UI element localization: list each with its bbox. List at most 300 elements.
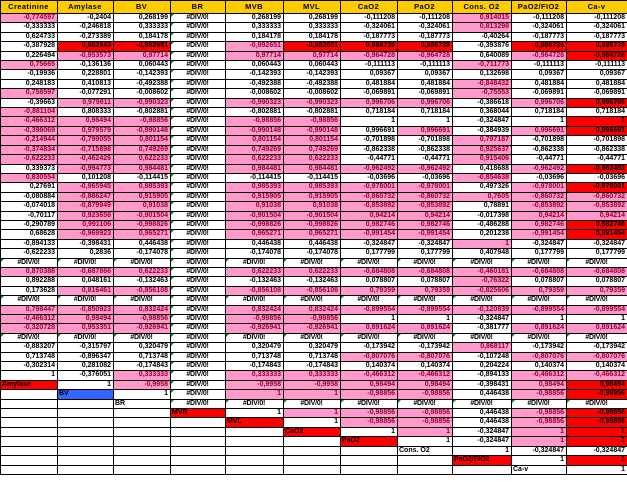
error-cell[interactable]: #DIV/0! (171, 117, 226, 126)
cell[interactable]: 0,996739 (398, 42, 453, 51)
cell[interactable]: 0,808333 (58, 108, 114, 117)
cell[interactable]: -0,173942 (341, 343, 398, 352)
cell[interactable]: 0,281082 (58, 362, 114, 371)
cell[interactable]: -0,9958 (284, 380, 341, 389)
cell[interactable]: -0,074018 (1, 202, 58, 211)
cell[interactable]: -0,132463 (284, 277, 341, 286)
cell[interactable]: -0,374834 (1, 145, 58, 154)
cell[interactable]: -0,486288 (453, 220, 512, 229)
cell[interactable]: -0,622233 (1, 155, 58, 164)
empty-cell[interactable] (114, 456, 171, 465)
cell[interactable]: 0,320479 (284, 343, 341, 352)
cell[interactable]: 0,925637 (453, 145, 512, 154)
cell[interactable]: -0,492388 (226, 79, 284, 88)
cell[interactable]: 0,446438 (453, 390, 512, 399)
cell[interactable]: -0,98856 (512, 390, 567, 399)
cell[interactable]: -0,324847 (453, 427, 512, 436)
column-header-bv[interactable]: BV (114, 1, 171, 14)
cell[interactable]: 0,718184 (398, 108, 453, 117)
cell[interactable]: -0,926941 (114, 324, 171, 333)
error-cell[interactable]: #DIV/0! (171, 145, 226, 154)
cell[interactable]: -0,40264 (453, 32, 512, 41)
cell[interactable]: 0,984481 (226, 164, 284, 173)
cell[interactable]: -0,98856 (567, 418, 627, 427)
empty-cell[interactable] (226, 446, 284, 455)
cell[interactable]: -0,466312 (567, 371, 627, 380)
cell[interactable]: 0,333333 (114, 371, 171, 380)
cell[interactable]: 0,79359 (398, 286, 453, 295)
cell[interactable]: -0,701898 (567, 136, 627, 145)
cell[interactable]: -0,008602 (284, 89, 341, 98)
cell[interactable]: 0,915406 (453, 155, 512, 164)
cell[interactable]: 0,79359 (341, 286, 398, 295)
empty-cell[interactable] (1, 437, 58, 446)
cell[interactable]: -0,98856 (284, 117, 341, 126)
cell[interactable]: -0,991454 (341, 230, 398, 239)
cell[interactable]: 0,984481 (114, 164, 171, 173)
error-cell[interactable]: #DIV/0! (567, 399, 627, 408)
cell[interactable]: -0,44771 (398, 155, 453, 164)
error-cell[interactable]: #DIV/0! (453, 399, 512, 408)
cell[interactable]: 1 (567, 427, 627, 436)
cell[interactable]: -0,862338 (567, 145, 627, 154)
error-cell[interactable]: #DIV/0! (567, 333, 627, 342)
cell[interactable]: -0,187773 (567, 32, 627, 41)
cell[interactable]: -0,848432 (453, 79, 512, 88)
cell[interactable]: 1 (512, 456, 567, 465)
cell[interactable]: 0,830554 (1, 173, 58, 182)
cell[interactable]: 0,177799 (512, 249, 567, 258)
cell[interactable]: -0,187773 (341, 32, 398, 41)
cell[interactable]: 0,801154 (284, 136, 341, 145)
empty-cell[interactable] (398, 465, 453, 474)
column-header-mvl[interactable]: MVL (284, 1, 341, 14)
empty-cell[interactable] (226, 456, 284, 465)
error-cell[interactable]: #DIV/0! (512, 258, 567, 267)
column-header-cao2[interactable]: CaO2 (341, 1, 398, 14)
cell[interactable]: -0,466312 (512, 371, 567, 380)
cell[interactable]: 0,982746 (398, 220, 453, 229)
cell[interactable]: 0,985393 (284, 183, 341, 192)
cell[interactable]: -0,324847 (341, 239, 398, 248)
error-cell[interactable]: #DIV/0! (341, 296, 398, 305)
cell[interactable]: 0,333333 (284, 371, 341, 380)
cell[interactable]: 0,339373 (1, 164, 58, 173)
error-cell[interactable]: #DIV/0! (171, 70, 226, 79)
cell[interactable]: 0,965271 (226, 230, 284, 239)
column-header-br[interactable]: BR (171, 1, 226, 14)
cell[interactable]: -0,850923 (58, 305, 114, 314)
cell[interactable]: 0,268199 (284, 14, 341, 23)
error-cell[interactable]: #DIV/0! (114, 333, 171, 342)
cell[interactable]: -0,98856 (114, 315, 171, 324)
cell[interactable]: 0,060443 (284, 61, 341, 70)
cell[interactable]: -0,962492 (567, 164, 627, 173)
cell[interactable]: 1 (398, 427, 453, 436)
column-header-amylase[interactable]: Amylase (58, 1, 114, 14)
cell[interactable]: -0,711773 (453, 61, 512, 70)
cell[interactable]: -0,854638 (453, 173, 512, 182)
cell[interactable]: -0,926941 (226, 324, 284, 333)
error-cell[interactable]: #DIV/0! (171, 343, 226, 352)
cell[interactable]: 0,27691 (1, 183, 58, 192)
error-cell[interactable]: #DIV/0! (171, 89, 226, 98)
cell[interactable]: -0,111113 (341, 61, 398, 70)
cell[interactable]: 0,996706 (512, 98, 567, 107)
cell[interactable]: -0,98856 (114, 117, 171, 126)
cell[interactable]: 0,798447 (1, 305, 58, 314)
cell[interactable]: -0,807076 (567, 352, 627, 361)
cell[interactable]: -0,320728 (1, 324, 58, 333)
empty-cell[interactable] (171, 465, 226, 474)
cell[interactable]: 0,98494 (58, 117, 114, 126)
cell[interactable]: 1 (453, 446, 512, 455)
cell[interactable]: 0,985393 (226, 183, 284, 192)
empty-cell[interactable] (341, 456, 398, 465)
column-header-pao2-fio2[interactable]: PaO2/FIO2 (512, 1, 567, 14)
cell[interactable]: -0,142393 (226, 70, 284, 79)
error-cell[interactable]: #DIV/0! (171, 399, 226, 408)
cell[interactable]: 0,140374 (512, 362, 567, 371)
empty-cell[interactable] (398, 456, 453, 465)
empty-cell[interactable] (171, 418, 226, 427)
cell[interactable]: 0,953351 (58, 324, 114, 333)
cell[interactable]: -0,901504 (114, 211, 171, 220)
cell[interactable]: 1 (567, 117, 627, 126)
cell[interactable]: 0,446438 (226, 239, 284, 248)
cell[interactable]: -0,466312 (341, 371, 398, 380)
cell[interactable]: -0,324061 (567, 23, 627, 32)
cell[interactable]: 0,268199 (114, 14, 171, 23)
empty-cell[interactable] (114, 409, 171, 418)
cell[interactable]: -0,98856 (284, 315, 341, 324)
cell[interactable]: -0,111208 (567, 14, 627, 23)
cell[interactable]: -0,9958 (114, 380, 171, 389)
error-cell[interactable]: #DIV/0! (453, 258, 512, 267)
cell[interactable]: 0,09367 (341, 70, 398, 79)
error-cell[interactable]: #DIV/0! (398, 296, 453, 305)
cell[interactable]: 0,622233 (114, 155, 171, 164)
cell[interactable]: -0,173942 (512, 343, 567, 352)
cell[interactable]: -0,899554 (512, 305, 567, 314)
cell[interactable]: -0,978001 (398, 183, 453, 192)
cell[interactable]: -0,622233 (1, 249, 58, 258)
cell[interactable]: 0,91038 (284, 202, 341, 211)
error-cell[interactable]: #DIV/0! (512, 296, 567, 305)
empty-cell[interactable] (1, 409, 58, 418)
cell[interactable]: 0,97714 (226, 51, 284, 60)
cell[interactable]: -0,246818 (58, 23, 114, 32)
empty-cell[interactable] (58, 427, 114, 436)
cell[interactable]: -0,386618 (453, 98, 512, 107)
empty-cell[interactable] (1, 456, 58, 465)
cell[interactable]: 0,98494 (567, 380, 627, 389)
cell[interactable]: -0,114415 (114, 173, 171, 182)
cell[interactable]: 0,870388 (1, 267, 58, 276)
cell[interactable]: 0,996706 (341, 98, 398, 107)
cell[interactable]: 0,915905 (226, 192, 284, 201)
cell[interactable]: 0,79359 (567, 286, 627, 295)
cell[interactable]: 0,078807 (341, 277, 398, 286)
cell[interactable]: 1 (512, 427, 567, 436)
cell[interactable]: -0,964728 (512, 51, 567, 60)
cell[interactable]: 0,965271 (114, 230, 171, 239)
error-cell[interactable]: #DIV/0! (171, 79, 226, 88)
cell[interactable]: 0,481884 (341, 79, 398, 88)
cell[interactable]: 1 (58, 380, 114, 389)
error-cell[interactable]: #DIV/0! (284, 296, 341, 305)
cell[interactable]: 0,140374 (341, 362, 398, 371)
cell[interactable]: -0,684808 (567, 267, 627, 276)
cell[interactable]: 0,996691 (567, 126, 627, 135)
cell[interactable]: 0,91038 (226, 202, 284, 211)
cell[interactable]: 0,979579 (58, 126, 114, 135)
cell[interactable]: -0,990148 (226, 126, 284, 135)
cell[interactable]: -0,98856 (341, 409, 398, 418)
cell[interactable]: 1 (567, 456, 627, 465)
cell[interactable]: -0,70117 (1, 211, 58, 220)
cell[interactable]: -0,98856 (398, 409, 453, 418)
error-cell[interactable]: #DIV/0! (171, 305, 226, 314)
empty-cell[interactable] (58, 399, 114, 408)
cell[interactable]: 0,713748 (226, 352, 284, 361)
cell[interactable]: -0,896347 (58, 352, 114, 361)
empty-cell[interactable] (58, 437, 114, 446)
error-cell[interactable]: #DIV/0! (171, 155, 226, 164)
error-cell[interactable]: #DIV/0! (284, 333, 341, 342)
cell[interactable]: -0,173942 (567, 343, 627, 352)
cell[interactable]: 0,78891 (453, 202, 512, 211)
cell[interactable]: -0,98856 (398, 390, 453, 399)
cell[interactable]: 0,832424 (114, 305, 171, 314)
row-label-mvb[interactable]: MVB (171, 409, 226, 418)
cell[interactable]: 0,333333 (114, 23, 171, 32)
cell[interactable]: 0,996706 (567, 98, 627, 107)
cell[interactable]: -0,03696 (341, 173, 398, 182)
row-label-cao2[interactable]: CaO2 (284, 427, 341, 436)
cell[interactable]: -0,132463 (226, 277, 284, 286)
error-cell[interactable]: #DIV/0! (341, 399, 398, 408)
cell[interactable]: 0,996691 (398, 126, 453, 135)
cell[interactable]: 0,94214 (512, 211, 567, 220)
cell[interactable]: 1 (512, 437, 567, 446)
cell[interactable]: -0,98856 (567, 390, 627, 399)
cell[interactable]: 0,749269 (284, 145, 341, 154)
cell[interactable]: 0,201238 (453, 230, 512, 239)
cell[interactable]: 0,996739 (567, 42, 627, 51)
empty-cell[interactable] (171, 446, 226, 455)
cell[interactable]: -0,881104 (1, 108, 58, 117)
cell[interactable]: 0,622233 (114, 267, 171, 276)
row-label-bv[interactable]: BV (58, 390, 114, 399)
error-cell[interactable]: #DIV/0! (171, 258, 226, 267)
cell[interactable]: -0,807076 (341, 352, 398, 361)
cell[interactable]: -0,324847 (567, 446, 627, 455)
error-cell[interactable]: #DIV/0! (398, 333, 453, 342)
empty-cell[interactable] (284, 456, 341, 465)
error-cell[interactable]: #DIV/0! (341, 333, 398, 342)
cell[interactable]: 1 (114, 390, 171, 399)
error-cell[interactable]: #DIV/0! (171, 380, 226, 389)
cell[interactable]: 0,98494 (512, 380, 567, 389)
cell[interactable]: 0,09367 (567, 70, 627, 79)
cell[interactable]: 0,248183 (1, 79, 58, 88)
cell[interactable]: 0,98494 (341, 380, 398, 389)
cell[interactable]: 1 (226, 409, 284, 418)
cell[interactable]: 0,132698 (453, 70, 512, 79)
cell[interactable]: -0,853892 (567, 202, 627, 211)
error-cell[interactable]: #DIV/0! (226, 296, 284, 305)
error-cell[interactable]: #DIV/0! (114, 258, 171, 267)
cell[interactable]: -0,136136 (58, 61, 114, 70)
cell[interactable]: -0,860732 (512, 192, 567, 201)
cell[interactable]: -0,883207 (1, 343, 58, 352)
cell[interactable]: 0,718184 (341, 108, 398, 117)
cell[interactable]: 0,481884 (512, 79, 567, 88)
cell[interactable]: 1 (284, 418, 341, 427)
cell[interactable]: 0,868117 (453, 343, 512, 352)
cell[interactable]: 0,98494 (398, 380, 453, 389)
cell[interactable]: -0,017398 (453, 211, 512, 220)
cell[interactable]: -0,069891 (341, 89, 398, 98)
cell[interactable]: 0,204224 (453, 362, 512, 371)
cell[interactable]: -0,860732 (567, 192, 627, 201)
cell[interactable]: 0,713748 (284, 352, 341, 361)
cell[interactable]: -0,460181 (453, 267, 512, 276)
cell[interactable]: -0,992651 (114, 42, 171, 51)
cell[interactable]: 0,184178 (226, 32, 284, 41)
empty-cell[interactable] (284, 446, 341, 455)
empty-cell[interactable] (58, 409, 114, 418)
empty-cell[interactable] (1, 465, 58, 474)
cell[interactable]: 0,078807 (398, 277, 453, 286)
cell[interactable]: -0,901504 (284, 211, 341, 220)
cell[interactable]: -0,324061 (398, 23, 453, 32)
cell[interactable]: -0,962492 (341, 164, 398, 173)
cell[interactable]: -0,899554 (567, 305, 627, 314)
cell[interactable]: -0,965945 (58, 183, 114, 192)
cell[interactable]: 1 (341, 427, 398, 436)
cell[interactable]: 0,622233 (226, 267, 284, 276)
cell[interactable]: -0,393876 (453, 42, 512, 51)
cell[interactable]: -0,19936 (1, 70, 58, 79)
error-cell[interactable]: #DIV/0! (171, 296, 226, 305)
cell[interactable]: 0,891624 (341, 324, 398, 333)
cell[interactable]: 0,985393 (114, 183, 171, 192)
cell[interactable]: -0,98856 (341, 390, 398, 399)
cell[interactable]: -0,111113 (567, 61, 627, 70)
cell[interactable]: -0,684808 (341, 267, 398, 276)
error-cell[interactable]: #DIV/0! (226, 258, 284, 267)
cell[interactable]: -0,802881 (284, 108, 341, 117)
cell[interactable]: 0,184178 (284, 32, 341, 41)
cell[interactable]: 0,718184 (567, 108, 627, 117)
cell[interactable]: -0,462426 (58, 155, 114, 164)
empty-cell[interactable] (58, 465, 114, 474)
row-label-br[interactable]: BR (114, 399, 171, 408)
cell[interactable]: -0,684808 (398, 267, 453, 276)
cell[interactable]: 1 (453, 239, 512, 248)
cell[interactable]: -0,894133 (1, 239, 58, 248)
cell[interactable]: 0,446438 (114, 239, 171, 248)
cell[interactable]: 0,2836 (58, 249, 114, 258)
cell[interactable]: -0,684808 (512, 267, 567, 276)
cell[interactable]: 0,996691 (512, 126, 567, 135)
cell[interactable]: 0,758597 (1, 89, 58, 98)
cell[interactable]: -0,142393 (114, 70, 171, 79)
cell[interactable]: 0,749269 (226, 145, 284, 154)
cell[interactable]: -0,98856 (226, 117, 284, 126)
cell[interactable]: 1 (512, 315, 567, 324)
error-cell[interactable]: #DIV/0! (171, 211, 226, 220)
cell[interactable]: 1 (567, 315, 627, 324)
error-cell[interactable]: #DIV/0! (58, 258, 114, 267)
error-cell[interactable]: #DIV/0! (171, 126, 226, 135)
error-cell[interactable]: #DIV/0! (58, 296, 114, 305)
column-header-mvb[interactable]: MVB (226, 1, 284, 14)
error-cell[interactable]: #DIV/0! (1, 296, 58, 305)
cell[interactable]: -0,376051 (58, 371, 114, 380)
cell[interactable]: -0,324847 (567, 239, 627, 248)
empty-cell[interactable] (114, 437, 171, 446)
cell[interactable]: 0,060443 (226, 61, 284, 70)
error-cell[interactable]: #DIV/0! (171, 249, 226, 258)
cell[interactable]: -0,799055 (58, 136, 114, 145)
cell[interactable]: 0,915905 (114, 192, 171, 201)
cell[interactable]: -0,964728 (398, 51, 453, 60)
empty-cell[interactable] (341, 465, 398, 474)
error-cell[interactable]: #DIV/0! (171, 371, 226, 380)
cell[interactable]: -0,398431 (453, 380, 512, 389)
cell[interactable]: -0,860732 (398, 192, 453, 201)
cell[interactable]: 0,7605 (453, 192, 512, 201)
cell[interactable]: 0,891624 (512, 324, 567, 333)
cell[interactable]: -0,398069 (1, 126, 58, 135)
empty-cell[interactable] (114, 427, 171, 436)
row-label-pao2[interactable]: PaO2 (341, 437, 398, 446)
cell[interactable]: 0,078807 (512, 277, 567, 286)
cell[interactable]: 0,177799 (341, 249, 398, 258)
cell[interactable]: 0,816461 (58, 286, 114, 295)
cell[interactable]: -0,324847 (512, 446, 567, 455)
cell[interactable]: 0,446438 (453, 409, 512, 418)
cell[interactable]: -0,384939 (453, 126, 512, 135)
cell[interactable]: -0,98856 (567, 409, 627, 418)
cell[interactable]: -0,990323 (114, 98, 171, 107)
cell[interactable]: -0,98856 (398, 418, 453, 427)
cell[interactable]: -0,008602 (114, 89, 171, 98)
cell[interactable]: -0,978001 (341, 183, 398, 192)
cell[interactable]: -0,853892 (512, 202, 567, 211)
cell[interactable]: -0,111113 (512, 61, 567, 70)
cell[interactable]: 0,914015 (453, 14, 512, 23)
cell[interactable]: -0,856108 (114, 286, 171, 295)
cell[interactable]: 0,797187 (453, 136, 512, 145)
cell[interactable]: 0,97714 (284, 51, 341, 60)
cell[interactable]: -0,964728 (341, 51, 398, 60)
cell[interactable]: -0,324847 (398, 239, 453, 248)
empty-cell[interactable] (453, 465, 512, 474)
error-cell[interactable]: #DIV/0! (171, 324, 226, 333)
cell[interactable]: -0,324847 (512, 239, 567, 248)
empty-cell[interactable] (58, 418, 114, 427)
cell[interactable]: -0,802881 (114, 108, 171, 117)
error-cell[interactable]: #DIV/0! (171, 108, 226, 117)
cell[interactable]: -0,853892 (341, 202, 398, 211)
error-cell[interactable]: #DIV/0! (512, 333, 567, 342)
cell[interactable]: 0,91038 (114, 202, 171, 211)
cell[interactable]: 0,184178 (114, 32, 171, 41)
